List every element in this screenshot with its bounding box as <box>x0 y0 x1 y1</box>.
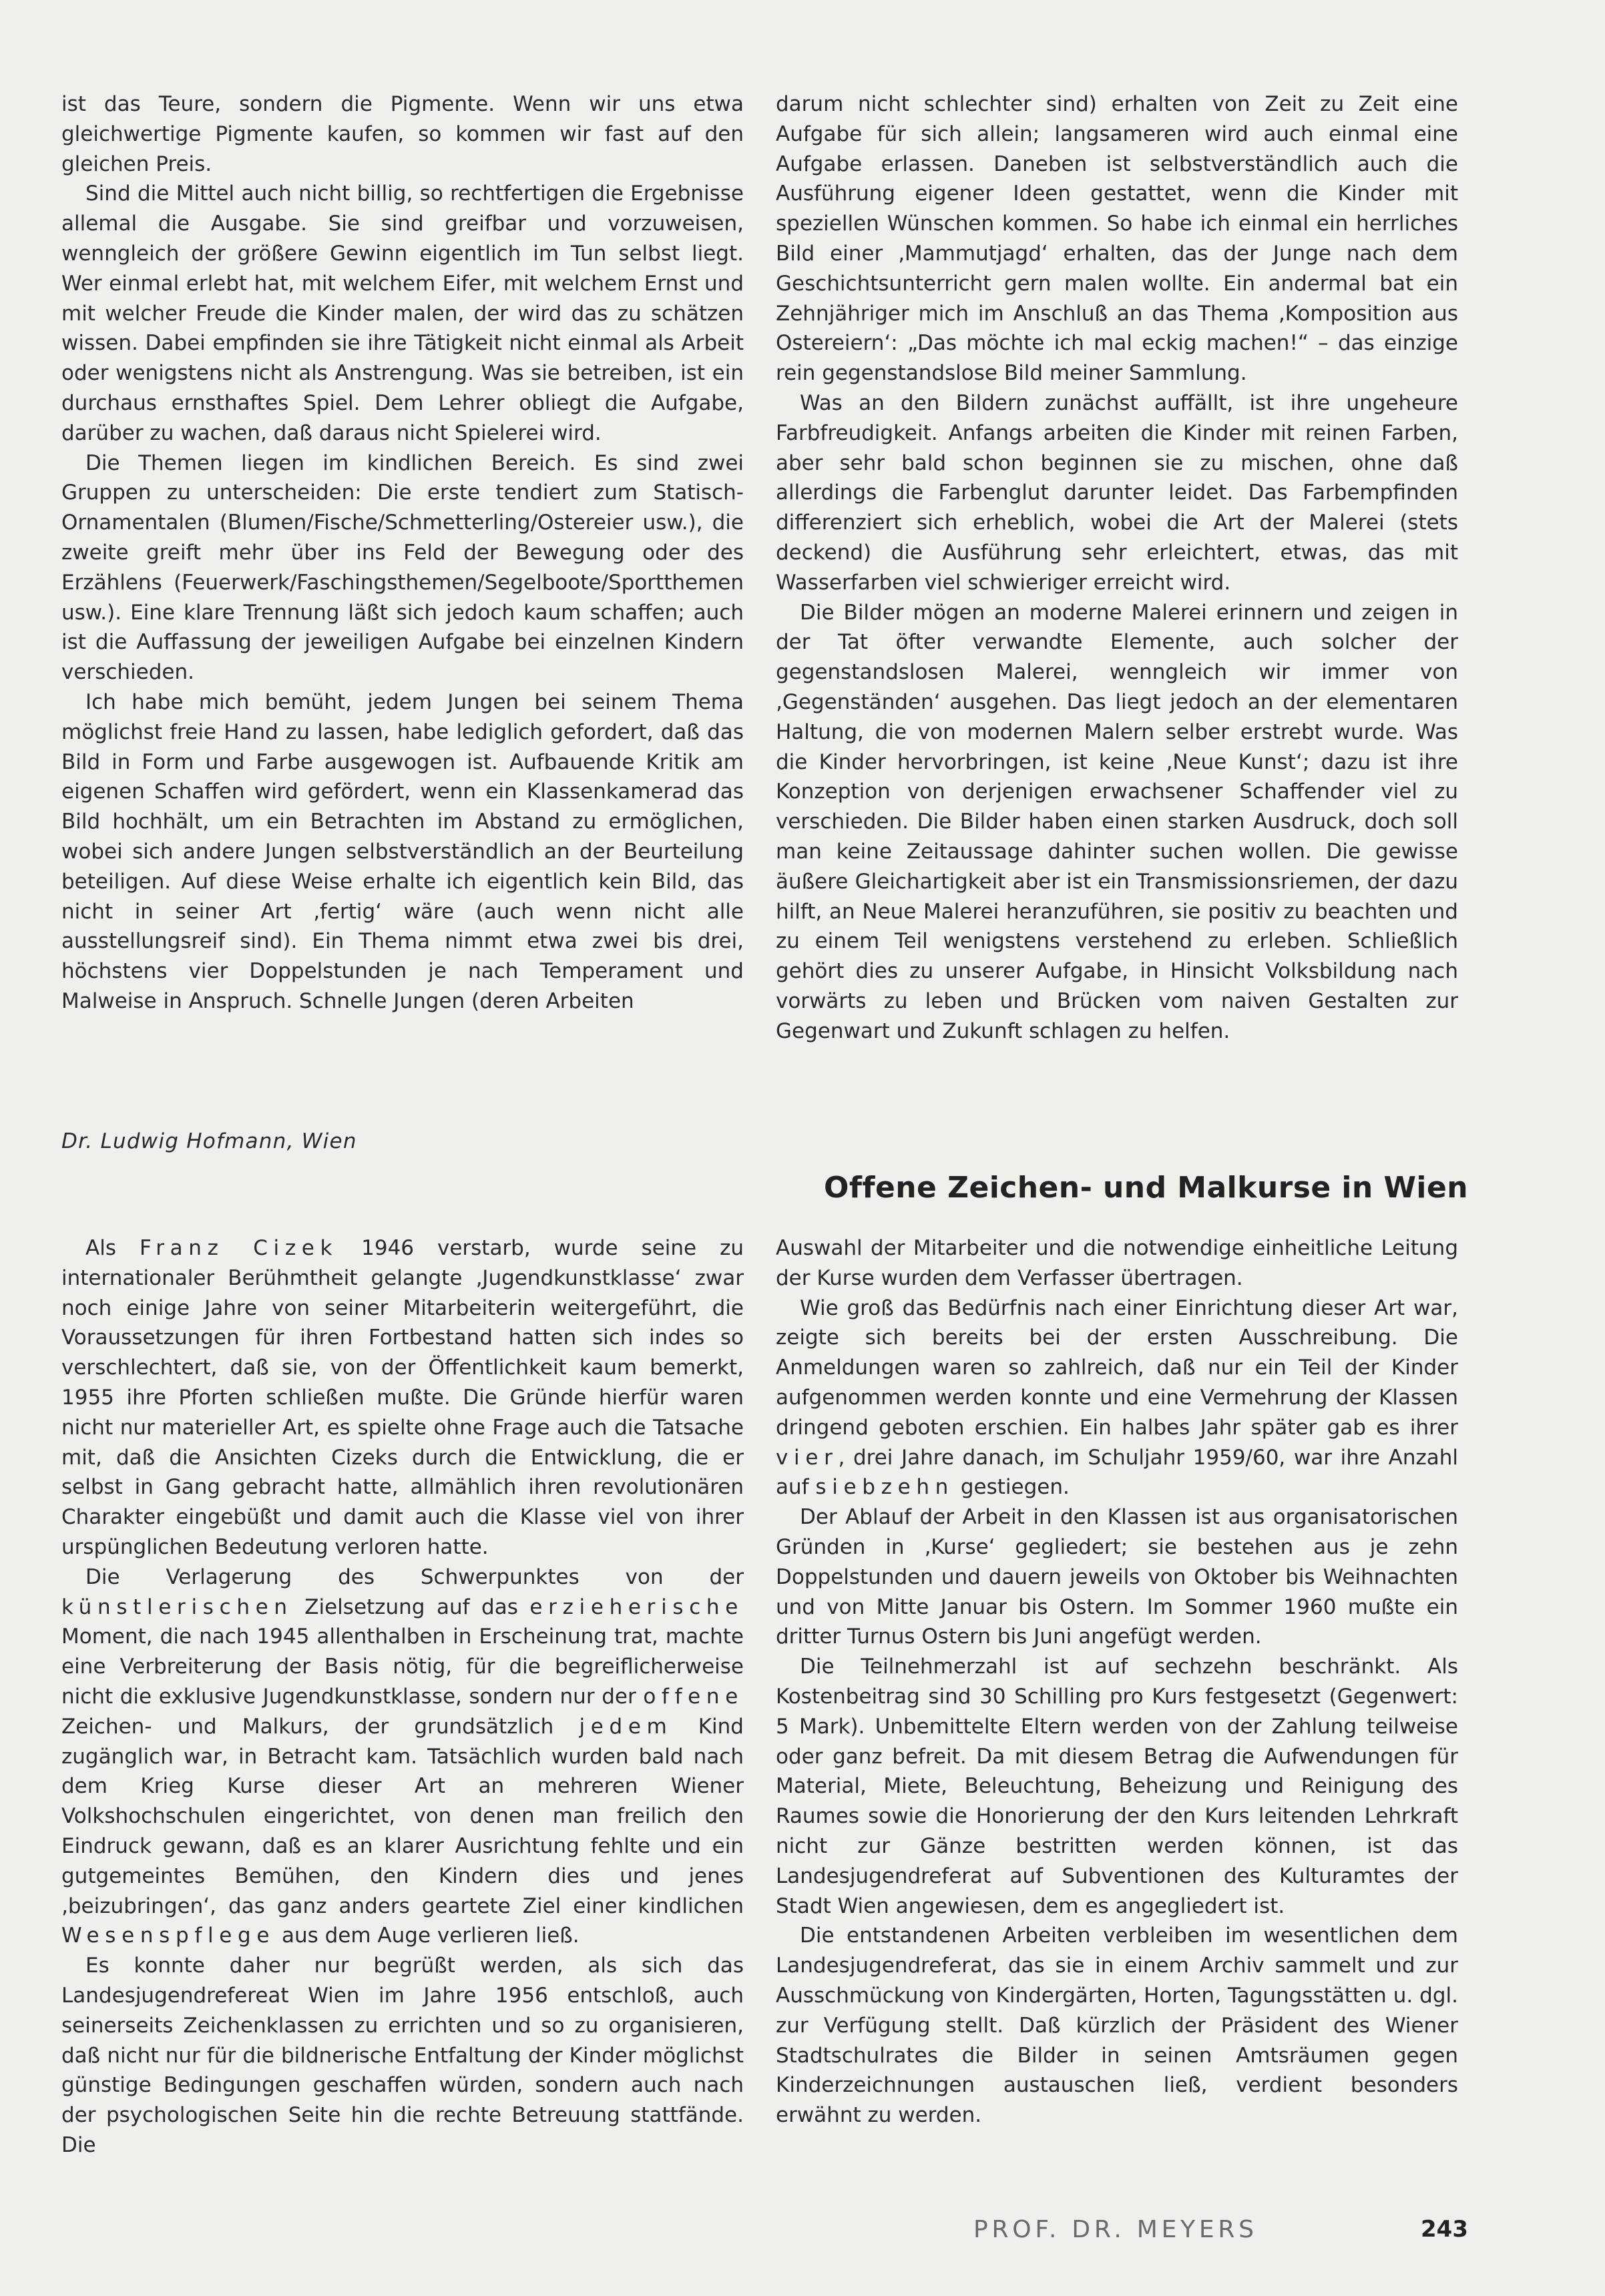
paragraph <box>61 687 744 1017</box>
paragraph <box>776 1652 1458 1921</box>
text-run: Die Bilder mögen an moderne Malerei erinnern und zeigen in der Tat öfter verwandte Elemente, auch solcher der gegenstandslosen Malerei, wenngleich wir immer von ‚Gegenständen‘ ausgehen. Das liegt jedoch an der elementaren Haltung, die von modernen Malern selber erstrebt wurde. Was die Kinder hervorbringen, ist keine ‚Neue Kunst‘; dazu ist ihre Konzeption von derjenigen erwachsener Schaffender viel zu verschieden. Die Bilder haben einen starken Ausdruck, doch soll man keine Zeitaussage dahinter suchen wollen. Die gewisse äußere Gleichartigkeit aber ist ein Transmissionsriemen, der dazu hilft, an Neue Malerei heranzuführen, sie positiv zu beachten und zu einem Teil wenigstens verstehend zu erleben. Schließlich gehört dies zu unserer Aufgabe, in Hinsicht Volksbildung nach vorwärts zu leben und Brücken vom naiven Gestalten zur Gegenwart und Zukunft schlagen zu helfen. <box>776 600 1458 1043</box>
paragraph <box>61 1233 744 1562</box>
article2-left-column <box>61 1233 744 2161</box>
text-run: Die Verlagerung des Schwerpunktes von der <box>85 1564 744 1589</box>
text-run: Als <box>85 1236 140 1260</box>
text-run: gestiegen. <box>954 1475 1070 1500</box>
emphasis: jedem <box>579 1714 673 1739</box>
text-run: Die Teilnehmerzahl ist auf sechzehn beschränkt. Als Kostenbeitrag sind 30 Schilling pro Kurs festgesetzt (Gegenwert: 5 Mark). Unbemittelte Eltern werden von der Zahlung teilweise oder ganz befreit. Da mit diesem Betrag die Aufwendungen für Material, Miete, Beleuchtung, Beheizung und Reinigung des Raumes sowie die Honorierung der den Kurs leitenden Lehrkraft nicht zur Gänze bestritten werden können, ist das Landesjugendreferat auf Subventionen des Kulturamtes der Stadt Wien angewiesen, dem es angegliedert ist. <box>776 1655 1458 1918</box>
text-run: , drei Jahre danach, im Schuljahr 1959/60, war ihre Anzahl auf <box>776 1445 1458 1500</box>
emphasis: Franz Cizek <box>139 1236 338 1260</box>
text-run: Zielsetzung auf das <box>292 1595 530 1619</box>
text-run: darum nicht schlechter sind) erhalten von Zeit zu Zeit eine Aufgabe für sich allein; langsameren wird auch einmal eine Aufgabe erlassen. Daneben ist selbstverständlich auch die Ausführung eigener Ideen gestattet, wenn die Kinder mit speziellen Wünschen kommen. So habe ich einmal ein herrliches Bild einer ‚Mammutjagd‘ erhalten, das der Junge nach dem Geschichtsunterricht gern malen wollte. Ein andermal bat ein Zehnjähriger mich im Anschluß an das Thema ‚Komposition aus Ostereiern‘: „Das möchte ich mal eckig machen!“ – das einzige rein gegenstandslose Bild meiner Sammlung. <box>776 92 1458 386</box>
emphasis: Wesenspflege <box>61 1924 276 1948</box>
emphasis: vier <box>776 1445 839 1470</box>
footer-signature: PROF. DR. MEYERS <box>973 2216 1258 2243</box>
text-run: Die entstandenen Arbeiten verbleiben im wesentlichen dem Landesjugendreferat, das sie in einem Archiv sammelt und zur Ausschmückung von Kindergärten, Horten, Tagungsstätten u. dgl. zur Verfügung stellt. Daß kürzlich der Präsident des Wiener Stadtschulrates die Bilder in seinen Amtsräumen gegen Kinderzeichnungen austauschen ließ, verdient besonders erwähnt zu werden. <box>776 1924 1458 2128</box>
text-run: Ich habe mich bemüht, jedem Jungen bei seinem Thema möglichst freie Hand zu lassen, habe lediglich gefordert, daß das Bild in Form und Farbe ausgewogen ist. Aufbauende Kritik am eigenen Schaffen wird gefördert, wenn ein Klassenkamerad das Bild hochhält, um ein Betrachten im Abstand zu ermöglichen, wobei sich andere Jungen selbstverständlich an der Beurteilung beteiligen. Auf diese Weise erhalte ich eigentlich kein Bild, das nicht in seiner Art ‚fertig‘ wäre (auch wenn nicht alle ausstellungsreif sind). Ein Thema nimmt etwa zwei bis drei, höchstens vier Doppelstunden je nach Temperament und Malweise in Anspruch. Schnelle Jungen (deren Arbeiten <box>61 689 744 1013</box>
text-run: Moment, die nach 1945 allenthalben in Erscheinung trat, machte eine Verbreiterung der Basis nötig, für die begreiflicherweise nicht die exklusive Jugendkunstklasse, sondern nur der <box>61 1625 744 1709</box>
paragraph <box>61 1951 744 2161</box>
text-run: Die Themen liegen im kindlichen Bereich. Es sind zwei Gruppen zu unterscheiden: Die erste tendiert zum Statisch-Ornamentalen (Blumen/Fische/Schmetterling/Ostereier usw.), die zweite greift mehr über ins Feld der Bewegung oder des Erzählens (Feuerwerk/Faschingsthemen/Segelboote/Sportthemen usw.). Eine klare Trennung läßt sich jedoch kaum schaffen; auch ist die Auffassung der jeweiligen Aufgabe bei einzelnen Kindern verschieden. <box>61 451 744 685</box>
paragraph <box>776 1233 1458 1294</box>
text-run: Was an den Bildern zunächst auffällt, ist ihre ungeheure Farbfreudigkeit. Anfangs arbeiten die Kinder mit reinen Farben, aber sehr bald schon beginnen sie zu mischen, ohne daß allerdings die Farbenglut darunter leidet. Das Farbempfinden differenziert sich erheblich, wobei die Art der Malerei (stets deckend) die Ausführung sehr erleichtert, etwas, das mit Wasserfarben viel schwieriger erreicht wird. <box>776 390 1458 595</box>
emphasis: offene <box>643 1684 744 1709</box>
emphasis: erzieherische <box>529 1595 744 1619</box>
text-run: Auswahl der Mitarbeiter und die notwendige einheitliche Leitung der Kurse wurden dem Verfasser übertragen. <box>776 1236 1458 1290</box>
paragraph <box>776 1294 1458 1503</box>
text-run: Kind zugänglich war, in Betracht kam. Tatsächlich wurden bald nach dem Krieg Kurse dieser Art an mehreren Wiener Volkshochschulen eingerichtet, von denen man freilich den Eindruck gewann, daß es an klarer Ausrichtung fehlte und ein gutgemeintes Bemühen, den Kindern dies und jenes ‚beizubringen‘, das ganz anders geartete Ziel einer kindlichen <box>61 1714 744 1918</box>
paragraph <box>776 1502 1458 1652</box>
text-run: Der Ablauf der Arbeit in den Klassen ist aus organisatorischen Gründen in ‚Kurse‘ gegliedert; sie bestehen aus je zehn Doppelstunden und dauern jeweils von Oktober bis Weihnachten und von Mitte Januar bis Ostern. Im Sommer 1960 mußte ein dritter Turnus Ostern bis Juni angefügt werden. <box>776 1505 1458 1649</box>
paragraph <box>776 89 1458 388</box>
paragraph <box>776 598 1458 1047</box>
text-run: ist das Teure, sondern die Pigmente. Wenn wir uns etwa gleichwertige Pigmente kaufen, so kommen wir fast auf den gleichen Preis. <box>61 92 744 176</box>
paragraph <box>776 388 1458 598</box>
paragraph <box>61 449 744 687</box>
paragraph <box>776 1921 1458 2130</box>
emphasis: siebzehn <box>815 1475 955 1500</box>
text-run: Es konnte daher nur begrüßt werden, als sich das Landesjugendrefereat Wien im Jahre 1956 entschloß, auch seinerseits Zeichenklassen zu errichten und so zu organisieren, daß nicht nur für die bildnerische Entfaltung der Kinder möglichst günstige Bedingungen geschaffen würden, sondern auch nach der psychologischen Seite hin die rechte Betreuung stattfände. Die <box>61 1954 744 2157</box>
text-run: Zeichen- und Malkurs, der grundsätzlich <box>61 1714 580 1739</box>
emphasis: künstlerischen <box>61 1595 293 1619</box>
text-run: Wie groß das Bedürfnis nach einer Einrichtung dieser Art war, zeigte sich bereits bei der ersten Ausschreibung. Die Anmeldungen waren so zahlreich, daß nur ein Teil der Kinder aufgenommen werden konnte und eine Vermehrung der Klassen dringend geboten erschien. Ein halbes Jahr später gab es ihrer <box>776 1296 1458 1440</box>
page-number: 243 <box>1421 2216 1468 2243</box>
article1-right-column <box>776 89 1458 1047</box>
text-run: aus dem Auge verlieren ließ. <box>275 1924 580 1948</box>
paragraph <box>61 89 744 179</box>
paragraph <box>61 179 744 448</box>
text-run: 1946 verstarb, wurde seine zu internationaler Berühmtheit gelangte ‚Jugendkunstklasse‘ zwar noch einige Jahre von seiner Mitarbeiterin weitergeführt, die Voraussetzungen für ihren Fortbestand hatten sich indes so verschlechtert, daß sie, von der Öffentlichkeit kaum bemerkt, 1955 ihre Pforten schließen mußte. Die Gründe hierfür waren nicht nur materieller Art, es spielte ohne Frage auch die Tatsache mit, daß die Ansichten Cizeks durch die Entwicklung, die er selbst in Gang gebracht hatte, allmählich ihren revolutionären Charakter eingebüßt und damit auch die Klasse viel von ihrer urspünglichen Bedeutung verloren hatte. <box>61 1236 744 1559</box>
article-title: Offene Zeichen- und Malkurse in Wien <box>824 1171 1468 1205</box>
paragraph <box>61 1562 744 1951</box>
article1-left-column <box>61 89 744 1017</box>
text-run: Sind die Mittel auch nicht billig, so rechtfertigen die Ergebnisse allemal die Ausgabe. Sie sind greifbar und vorzuweisen, wenngleich der größere Gewinn eigentlich im Tun selbst liegt. Wer einmal erlebt hat, mit welchem Eifer, mit welchem Ernst und mit welcher Freude die Kinder malen, der wird das zu schätzen wissen. Dabei empfinden sie ihre Tätigkeit nicht einmal als Arbeit oder wenigstens nicht als Anstrengung. Was sie betreiben, ist ein durchaus ernsthaftes Spiel. Dem Lehrer obliegt die Aufgabe, darüber zu wachen, daß daraus nicht Spielerei wird. <box>61 182 744 445</box>
article2-right-column <box>776 1233 1458 2130</box>
article-author: Dr. Ludwig Hofmann, Wien <box>61 1129 357 1153</box>
